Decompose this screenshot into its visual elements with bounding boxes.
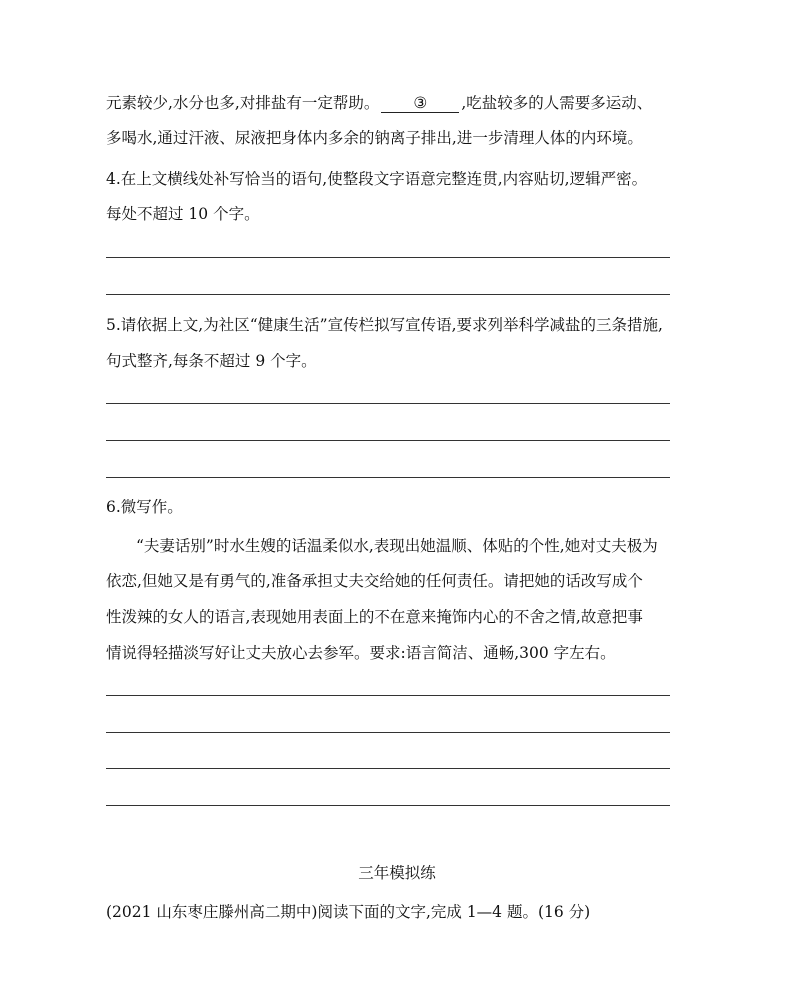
answer-line[interactable] (106, 440, 670, 441)
answer-line[interactable] (106, 403, 670, 404)
passage-text: 元素较少,水分也多,对排盐有一定帮助。 (106, 94, 380, 112)
question-5-requirement: 句式整齐,每条不超过 9 个字。 (106, 352, 317, 370)
passage-text: ,吃盐较多的人需要多运动、 (461, 94, 653, 112)
answer-line[interactable] (106, 294, 670, 295)
answer-line[interactable] (106, 257, 670, 258)
answer-line[interactable] (106, 805, 670, 806)
answer-line[interactable] (106, 768, 670, 769)
question-6-text: 情说得轻描淡写好让丈夫放心去参军。要求:语言简洁、通畅,300 字左右。 (106, 644, 616, 662)
section-source: (2021 山东枣庄滕州高二期中)阅读下面的文字,完成 1—4 题。(16 分) (106, 903, 591, 921)
question-4-requirement: 每处不超过 10 个字。 (106, 205, 260, 223)
question-6-text: “夫妻话别”时水生嫂的话温柔似水,表现出她温顺、体贴的个性,她对丈夫极为 (136, 537, 658, 555)
answer-line[interactable] (106, 477, 670, 478)
section-title: 三年模拟练 (358, 864, 436, 882)
question-5-prompt: 5.请依据上文,为社区“健康生活”宣传栏拟写宣传语,要求列举科学减盐的三条措施, (106, 316, 663, 334)
question-6-text: 依恋,但她又是有勇气的,准备承担丈夫交给她的任何责任。请把她的话改写成个 (106, 572, 643, 590)
question-6-title: 6.微写作。 (106, 498, 183, 516)
blank-3: ③ (381, 94, 459, 113)
answer-line[interactable] (106, 695, 670, 696)
passage-line-1 (106, 92, 652, 114)
answer-line[interactable] (106, 732, 670, 733)
question-6-text: 性泼辣的女人的语言,表现她用表面上的不在意来掩饰内心的不舍之情,故意把事 (106, 608, 643, 626)
passage-line-2: 多喝水,通过汗液、尿液把身体内多余的钠离子排出,进一步清理人体的内环境。 (106, 129, 643, 147)
question-4-prompt: 4.在上文横线处补写恰当的语句,使整段文字语意完整连贯,内容贴切,逻辑严密。 (106, 170, 648, 188)
